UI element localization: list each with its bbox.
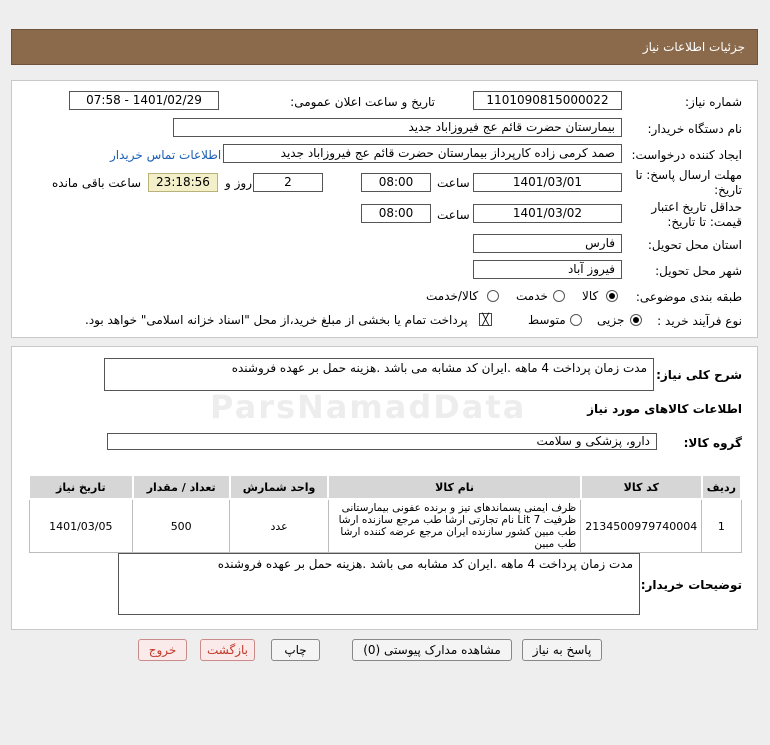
category-radio-goods[interactable] [606,290,618,302]
process-option-medium: متوسط [528,313,566,327]
process-radio-medium[interactable] [570,314,582,326]
print-button[interactable]: چاپ [271,639,320,661]
announce-label: تاریخ و ساعت اعلان عمومی: [290,95,435,109]
process-radio-minor[interactable] [630,314,642,326]
category-option-goods: کالا [582,289,599,303]
deadline-date-field: 1401/03/01 [473,173,622,192]
cell-code: 2134500979740004 [581,499,702,553]
view-documents-button[interactable]: مشاهده مدارک پیوستی (0) [352,639,512,661]
need-number-field: 1101090815000022 [473,91,622,110]
summary-label: شرح کلی نیاز: [656,368,742,382]
deadline-time-label: ساعت [437,176,470,190]
cell-name: ظرف ایمنی پسماندهای تیز و برنده عفونی بیمارستانی ظرفیت 7 Lit نام تجارتی ارشا طب مرجع سازنده ارشا طب مبین کشور سازنده ایران مرجع عرضه کننده ارشا طب مبین [328,499,580,553]
category-option-service: خدمت [516,289,548,303]
buyer-notes-label: توضیحات خریدار: [640,578,742,592]
process-option-minor: جزیی [597,313,625,327]
announce-field: 1401/02/29 - 07:58 [69,91,219,110]
buyer-org-field: بیمارستان حضرت قائم عج فیروزاباد جدید [173,118,622,137]
validity-date-field: 1401/03/02 [473,204,622,223]
exit-button[interactable]: خروج [138,639,187,661]
validity-label-line1: حداقل تاریخ اعتبار [651,200,742,214]
col-qty: تعداد / مقدار [133,475,230,499]
remaining-time-field: 23:18:56 [148,173,218,192]
creator-label: ایجاد کننده درخواست: [631,148,742,162]
back-button[interactable]: بازگشت [200,639,255,661]
col-code: کد کالا [581,475,702,499]
deadline-label-line1: مهلت ارسال پاسخ: تا [635,168,742,182]
days-label: روز و [225,176,252,190]
col-name: نام کالا [328,475,580,499]
creator-field: صمد کرمی زاده کارپرداز بیمارستان حضرت قائم عج فیروزاباد جدید [223,144,622,163]
summary-field: مدت زمان پرداخت 4 ماهه .ایران کد مشابه می باشد .هزینه حمل بر عهده فروشنده [104,358,654,391]
page-title: جزئیات اطلاعات نیاز [642,40,745,54]
cell-unit: عدد [230,499,329,553]
need-number-label: شماره نیاز: [685,95,742,109]
table-row [29,499,741,553]
cell-row: 1 [702,499,741,553]
watermark: ParsNamadData [210,388,527,426]
category-option-goods-service: کالا/خدمت [426,289,479,303]
buyer-org-label: نام دستگاه خریدار: [647,122,742,136]
col-unit: واحد شمارش [230,475,329,499]
cell-qty: 500 [133,499,230,553]
days-field: 2 [253,173,323,192]
treasury-payment-checkbox[interactable]: ╳ [479,313,492,326]
deadline-time-field: 08:00 [361,173,431,192]
goods-group-label: گروه کالا: [683,436,742,450]
col-row: ردیف [702,475,741,499]
validity-time-field: 08:00 [361,204,431,223]
category-radio-goods-service[interactable] [487,290,499,302]
city-field: فیروز آباد [473,260,622,279]
page-header [11,29,758,65]
buyer-contact-link[interactable]: اطلاعات تماس خریدار [110,148,222,162]
validity-label-line2: قیمت: تا تاریخ: [667,215,742,229]
category-label: طبقه بندی موضوعی: [635,290,742,304]
goods-section-title: اطلاعات کالاهای مورد نیاز [587,402,742,416]
col-date: تاریخ نیاز [29,475,133,499]
goods-table [28,474,742,553]
buyer-notes-field: مدت زمان پرداخت 4 ماهه .ایران کد مشابه می باشد .هزینه حمل بر عهده فروشنده [118,553,640,615]
goods-table-header [29,475,741,499]
province-field: فارس [473,234,622,253]
validity-time-label: ساعت [437,208,470,222]
goods-group-field: دارو، پزشکی و سلامت [107,433,657,450]
treasury-payment-note: پرداخت تمام یا بخشی از مبلغ خرید،از محل "اسناد خزانه اسلامی" خواهد بود. [85,313,468,327]
remaining-time-label: ساعت باقی مانده [52,176,142,190]
deadline-label-line2: تاریخ: [714,183,742,197]
province-label: استان محل تحویل: [647,238,742,252]
cell-date: 1401/03/05 [29,499,133,553]
category-radio-service[interactable] [553,290,565,302]
reply-button[interactable]: پاسخ به نیاز [522,639,602,661]
process-label: نوع فرآیند خرید : [657,314,742,328]
city-label: شهر محل تحویل: [655,264,742,278]
